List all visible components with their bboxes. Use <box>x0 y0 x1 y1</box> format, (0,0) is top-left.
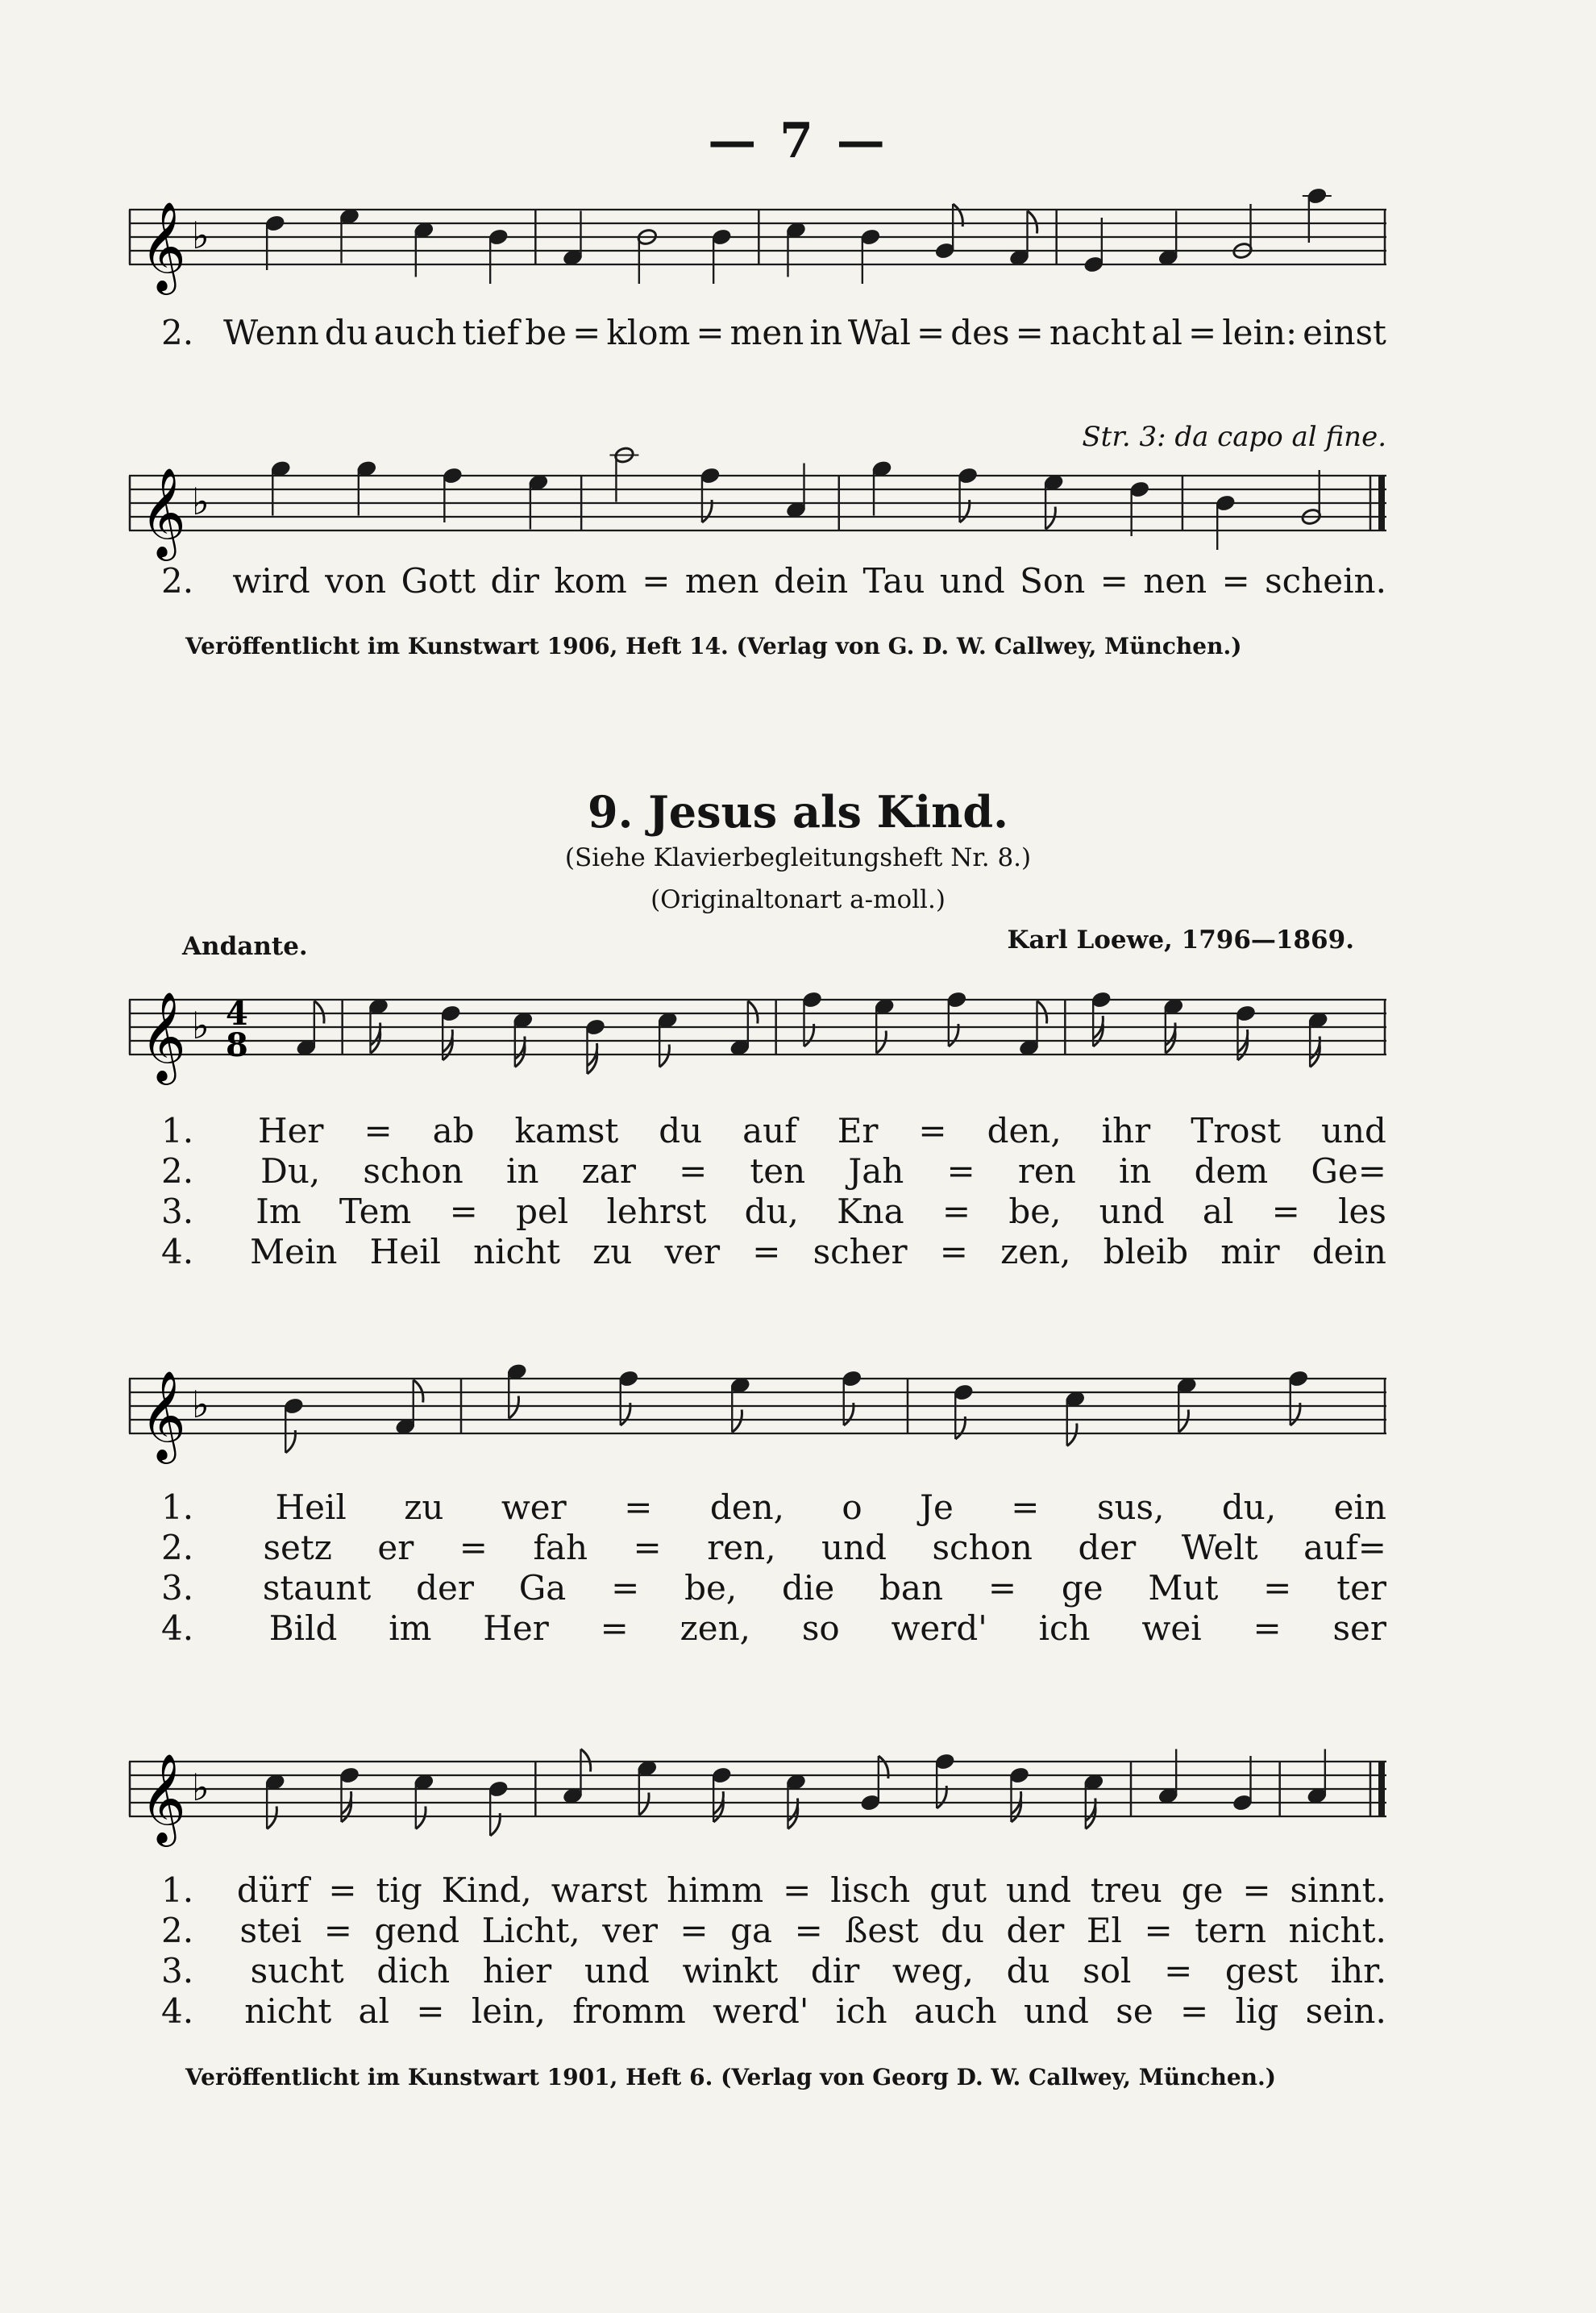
lyric-syllable: ich <box>835 1991 887 2031</box>
lyric-syllable: Im <box>256 1192 301 1231</box>
lyric-syllable: warst <box>551 1870 648 1910</box>
verse-number: 2. <box>161 561 194 601</box>
verse-number: 3. <box>161 1951 194 1991</box>
lyric-syllable: = <box>752 1232 781 1271</box>
lyric-syllable: sus, <box>1096 1487 1165 1527</box>
lyric-syllable: scher <box>813 1232 908 1271</box>
lyric-syllable: nen <box>1143 561 1207 601</box>
note-flag <box>314 1001 324 1024</box>
key-signature-flat-icon: ♭ <box>192 1766 210 1809</box>
lyric-syllable: Licht, <box>481 1911 580 1950</box>
lyric-syllable: und <box>1099 1192 1165 1231</box>
lyric-syllable: der <box>416 1568 474 1608</box>
lyric-line <box>161 1568 1386 1612</box>
lyric-syllable: kamst <box>514 1111 619 1150</box>
lyric-syllable: du <box>941 1911 985 1950</box>
lyric-line <box>161 313 1386 356</box>
lyric-syllable: = <box>1242 1870 1271 1910</box>
lyric-syllable: ter <box>1336 1568 1386 1608</box>
verse-number: 1. <box>161 1870 194 1910</box>
lyric-syllable: sinnt. <box>1290 1870 1386 1910</box>
lyric-syllable: schon <box>932 1528 1033 1567</box>
lyric-syllable: auch <box>373 313 457 352</box>
lyric-syllable: = <box>1144 1911 1173 1950</box>
lyric-syllable: = <box>572 313 601 352</box>
lyric-syllable: lig <box>1235 1991 1279 2031</box>
lyric-syllable: und <box>1320 1111 1386 1150</box>
lyric-syllable: Wenn <box>223 313 319 352</box>
verse-number: 2. <box>161 313 194 352</box>
lyric-syllable: kom <box>554 561 627 601</box>
lyric-syllable: o <box>842 1487 862 1527</box>
lyric-syllable: er <box>377 1528 414 1567</box>
lyric-syllable: Du, <box>260 1151 321 1191</box>
note-flag <box>876 1031 886 1054</box>
lyric-syllable: in <box>809 313 842 352</box>
lyric-syllable: staunt <box>262 1568 372 1608</box>
lyric-syllable: = <box>1187 313 1217 352</box>
lyric-syllable: wer <box>501 1487 567 1527</box>
verse-number: 2. <box>161 1151 194 1191</box>
lyric-syllable: = <box>916 313 946 352</box>
verse-number: 2. <box>161 1528 194 1567</box>
lyric-line <box>161 1870 1386 1914</box>
lyric-syllable: in <box>1118 1151 1152 1191</box>
lyric-syllable: Mut <box>1148 1568 1219 1608</box>
time-signature-top: 4 <box>226 995 248 1033</box>
lyric-syllable: Je <box>920 1487 954 1527</box>
verse-number: 3. <box>161 1192 194 1231</box>
verse-number: 3. <box>161 1568 194 1608</box>
verse-number: 1. <box>161 1111 194 1150</box>
lyric-syllable: fah <box>533 1528 588 1567</box>
lyric-syllable: nicht <box>244 1991 332 2031</box>
lyric-line <box>161 1192 1386 1235</box>
note-flag <box>1067 1424 1077 1446</box>
lyric-syllable: Tau <box>862 561 925 601</box>
lyric-syllable: Her <box>483 1608 549 1648</box>
lyric-line <box>161 1991 1386 2035</box>
lyric-syllable: und <box>584 1951 650 1991</box>
note-flag <box>1028 211 1037 234</box>
note-flag <box>1045 507 1055 530</box>
publication-footnote: Veröffentlicht im Kunstwart 1901, Heft 6. (Verlag von Georg D. W. Callwey, München.) <box>185 2064 1277 2090</box>
lyric-syllable: = <box>1253 1608 1282 1648</box>
lyric-syllable: du <box>659 1111 703 1150</box>
lyric-syllable: nicht <box>473 1232 561 1271</box>
treble-clef-icon: 𝄞 <box>140 1370 186 1460</box>
lyric-syllable: ser <box>1332 1608 1386 1648</box>
lyric-syllable: be <box>525 313 567 352</box>
lyric-syllable: al <box>358 1991 390 2031</box>
lyric-line <box>161 1487 1386 1531</box>
lyric-syllable: gend <box>374 1911 460 1950</box>
lyric-syllable: so <box>801 1608 840 1648</box>
lyric-syllable: = <box>794 1911 823 1950</box>
note-flag <box>1037 1001 1047 1024</box>
lyric-syllable: lein, <box>471 1991 546 2031</box>
lyric-syllable: ab <box>432 1111 475 1150</box>
lyric-syllable: ren <box>1017 1151 1076 1191</box>
lyric-syllable: himm <box>667 1870 764 1910</box>
verse-number: 1. <box>161 1487 194 1527</box>
lyric-syllable: zen, <box>1000 1232 1071 1271</box>
note-flag <box>639 1793 649 1816</box>
note-flag <box>659 1045 669 1067</box>
lyric-syllable: se <box>1116 1991 1153 2031</box>
lyric-syllable: = <box>1015 313 1044 352</box>
lyric-syllable: Gott <box>401 561 476 601</box>
lyric-line <box>161 1911 1386 1954</box>
lyric-syllable: und <box>1005 1870 1071 1910</box>
lyric-syllable: sucht <box>250 1951 344 1991</box>
lyric-syllable: winkt <box>682 1951 779 1991</box>
note-flag <box>267 1807 276 1829</box>
lyric-syllable: treu <box>1090 1870 1162 1910</box>
lyric-syllable: al <box>1202 1192 1234 1231</box>
lyric-syllable: = <box>783 1870 812 1910</box>
lyric-syllable: einst <box>1303 313 1386 352</box>
lyric-syllable: klom <box>606 313 691 352</box>
lyric-syllable: = <box>1263 1568 1292 1608</box>
lyric-syllable: = <box>1011 1487 1040 1527</box>
lyric-syllable: im <box>389 1608 432 1648</box>
lyric-syllable: al <box>1151 313 1182 352</box>
lyric-syllable: lein: <box>1222 313 1298 352</box>
lyric-syllable: ga <box>730 1911 773 1950</box>
lyric-syllable: dir <box>810 1951 860 1991</box>
lyric-syllable: den, <box>987 1111 1062 1150</box>
lyric-syllable: lisch <box>830 1870 911 1910</box>
note-flag <box>748 1001 758 1024</box>
lyric-syllable: in <box>506 1151 539 1191</box>
note-flag <box>732 1410 742 1433</box>
lyric-syllable: Heil <box>275 1487 347 1527</box>
note-flag <box>1178 1410 1188 1433</box>
note-flag <box>416 1807 426 1829</box>
lyric-syllable: = <box>611 1568 640 1608</box>
lyric-syllable: = <box>946 1151 975 1191</box>
lyric-syllable: dein <box>773 561 849 601</box>
lyric-syllable: = <box>642 561 671 601</box>
lyric-syllable: nicht. <box>1288 1911 1386 1950</box>
lyric-line <box>161 1151 1386 1195</box>
lyric-syllable: und <box>1024 1991 1089 2031</box>
lyric-syllable: = <box>918 1111 947 1150</box>
lyric-syllable: Jah <box>848 1151 904 1191</box>
lyric-syllable: = <box>459 1528 488 1567</box>
verse-number: 4. <box>161 1232 194 1271</box>
treble-clef-icon: 𝄞 <box>140 201 186 291</box>
lyric-syllable: = <box>328 1870 357 1910</box>
lyric-syllable: lehrst <box>606 1192 707 1231</box>
lyric-syllable: den, <box>709 1487 784 1527</box>
lyric-syllable: dir <box>490 561 539 601</box>
lyric-syllable: Heil <box>369 1232 441 1271</box>
lyric-syllable: tig <box>376 1870 422 1910</box>
lyric-line <box>161 1951 1386 1995</box>
key-signature-flat-icon: ♭ <box>192 214 210 257</box>
lyric-syllable: ver <box>664 1232 721 1271</box>
lyric-syllable: = <box>633 1528 662 1567</box>
lyric-line <box>161 1528 1386 1571</box>
tempo-marking: Andante. <box>182 932 308 961</box>
lyric-syllable: les <box>1338 1192 1386 1231</box>
lyric-syllable: und <box>821 1528 887 1567</box>
lyric-syllable: setz <box>263 1528 332 1567</box>
lyric-syllable: tern <box>1195 1911 1267 1950</box>
verse-number: 2. <box>161 1911 194 1950</box>
treble-clef-icon: 𝄞 <box>140 991 186 1081</box>
lyric-syllable: nacht <box>1049 313 1146 352</box>
treble-clef-icon: 𝄞 <box>140 467 186 557</box>
lyric-syllable: auch <box>914 1991 997 2031</box>
lyric-syllable: ich <box>1038 1608 1091 1648</box>
lyric-syllable: gut <box>929 1870 987 1910</box>
lyric-syllable: sol <box>1083 1951 1132 1991</box>
lyric-syllable: gest <box>1224 1951 1299 1991</box>
lyric-syllable: ßest <box>845 1911 919 1950</box>
lyric-syllable: Mein <box>250 1232 338 1271</box>
lyric-syllable: Bild <box>268 1608 338 1648</box>
lyric-syllable: mir <box>1220 1232 1280 1271</box>
key-signature-flat-icon: ♭ <box>192 1004 210 1047</box>
lyric-syllable: fromm <box>572 1991 686 2031</box>
lyric-syllable: du <box>1006 1951 1050 1991</box>
verse-number: 4. <box>161 1991 194 2031</box>
lyric-syllable: = <box>1164 1951 1193 1991</box>
lyric-line <box>161 1608 1386 1652</box>
lyric-syllable: = <box>680 1911 709 1950</box>
music-staff <box>129 1721 1386 1866</box>
lyric-syllable: schein. <box>1265 561 1386 601</box>
lyric-syllable: stei <box>239 1911 302 1950</box>
lyric-syllable: = <box>416 1991 445 2031</box>
lyric-syllable: Her <box>257 1111 324 1150</box>
lyric-syllable: = <box>449 1192 478 1231</box>
lyric-line <box>161 1111 1386 1154</box>
lyric-syllable: ge <box>1061 1568 1103 1608</box>
lyric-syllable: = <box>323 1911 352 1950</box>
repeat-annotation: Str. 3: da capo al fine. <box>1082 421 1386 453</box>
lyric-syllable: Son <box>1020 561 1086 601</box>
lyric-syllable: Trost <box>1191 1111 1281 1150</box>
lyric-syllable: werd' <box>713 1991 809 2031</box>
lyric-syllable: men <box>684 561 759 601</box>
lyric-syllable: Kind, <box>441 1870 532 1910</box>
lyric-syllable: = <box>696 313 725 352</box>
song-title: 9. Jesus als Kind. <box>588 786 1008 838</box>
subtitle-piano-reference: (Siehe Klavierbegleitungsheft Nr. 8.) <box>564 843 1032 872</box>
composer-credit: Karl Loewe, 1796—1869. <box>1007 926 1354 955</box>
lyric-syllable: pel <box>516 1192 569 1231</box>
lyric-syllable: des <box>950 313 1010 352</box>
note-flag <box>509 1396 518 1419</box>
lyric-syllable: = <box>600 1608 629 1648</box>
lyric-syllable: = <box>939 1232 968 1271</box>
lyric-syllable: = <box>1271 1192 1300 1231</box>
lyric-syllable: = <box>941 1192 971 1231</box>
lyric-syllable: = <box>1221 561 1250 601</box>
time-signature-bottom: 8 <box>226 1026 248 1064</box>
music-staff <box>129 959 1386 1104</box>
subtitle-original-key: (Originaltonart a-moll.) <box>650 885 946 914</box>
lyric-syllable: die <box>782 1568 835 1608</box>
lyric-syllable: wird <box>232 561 310 601</box>
lyric-syllable: weg, <box>892 1951 974 1991</box>
lyric-syllable: = <box>679 1151 708 1191</box>
lyric-syllable: dürf <box>236 1870 310 1910</box>
lyric-syllable: sein. <box>1305 1991 1386 2031</box>
lyric-syllable: Er <box>837 1111 879 1150</box>
lyric-syllable: tief <box>462 313 520 352</box>
page-number: — 7 — <box>708 113 888 169</box>
lyric-syllable: Ge= <box>1311 1151 1386 1191</box>
lyric-syllable: werd' <box>891 1608 987 1648</box>
lyric-syllable: ihr. <box>1330 1951 1386 1991</box>
lyric-syllable: Kna <box>837 1192 904 1231</box>
lyric-syllable: und <box>939 561 1005 601</box>
verse-number: 4. <box>161 1608 194 1648</box>
lyric-syllable: = <box>624 1487 653 1527</box>
lyric-syllable: ban <box>879 1568 944 1608</box>
lyric-syllable: = <box>987 1568 1017 1608</box>
lyric-syllable: = <box>1180 1991 1209 2031</box>
lyric-syllable: von <box>325 561 387 601</box>
lyric-syllable: der <box>1078 1528 1137 1567</box>
key-signature-flat-icon: ♭ <box>192 480 210 523</box>
lyric-syllable: zar <box>581 1151 636 1191</box>
lyric-syllable: = <box>364 1111 393 1150</box>
lyric-syllable: men <box>729 313 804 352</box>
lyric-syllable: Wal <box>847 313 911 352</box>
key-signature-flat-icon: ♭ <box>192 1383 210 1426</box>
note-flag <box>414 1380 423 1403</box>
lyric-syllable: zen, <box>680 1608 751 1648</box>
lyric-syllable: ge <box>1181 1870 1224 1910</box>
lyric-syllable: auf= <box>1303 1528 1386 1567</box>
lyric-syllable: hier <box>482 1951 552 1991</box>
lyric-syllable: Tem <box>339 1192 412 1231</box>
treble-clef-icon: 𝄞 <box>140 1753 186 1843</box>
lyric-syllable: Ga <box>518 1568 567 1608</box>
lyric-syllable: dich <box>376 1951 451 1991</box>
lyric-line <box>161 1232 1386 1275</box>
lyric-syllable: El <box>1086 1911 1122 1950</box>
lyric-syllable: du, <box>1221 1487 1277 1527</box>
lyric-syllable: zu <box>592 1232 633 1271</box>
note-flag <box>581 1749 591 1772</box>
lyric-syllable: du, <box>744 1192 799 1231</box>
lyric-syllable: Welt <box>1181 1528 1258 1567</box>
lyric-syllable: be, <box>1008 1192 1062 1231</box>
lyric-syllable: schon <box>363 1151 463 1191</box>
lyric-syllable: auf <box>742 1111 797 1150</box>
lyric-syllable: ihr <box>1101 1111 1151 1150</box>
lyric-syllable: ten <box>750 1151 806 1191</box>
lyric-syllable: du <box>324 313 368 352</box>
lyric-syllable: ver <box>602 1911 658 1950</box>
lyric-syllable: = <box>1099 561 1128 601</box>
publication-footnote: Veröffentlicht im Kunstwart 1906, Heft 14. (Verlag von G. D. W. Callwey, München.) <box>185 633 1242 659</box>
music-staff <box>129 169 1386 314</box>
lyric-syllable: be, <box>684 1568 738 1608</box>
lyric-syllable: dem <box>1194 1151 1269 1191</box>
lyric-syllable: bleib <box>1103 1232 1189 1271</box>
lyric-line <box>161 561 1386 605</box>
lyric-syllable: ren, <box>707 1528 776 1567</box>
lyric-syllable: dein <box>1311 1232 1386 1271</box>
lyric-syllable: der <box>1006 1911 1065 1950</box>
music-staff <box>129 1338 1386 1483</box>
lyric-syllable: zu <box>404 1487 444 1527</box>
music-staff <box>129 435 1386 580</box>
lyric-syllable: ein <box>1333 1487 1386 1527</box>
lyric-syllable: wei <box>1141 1608 1202 1648</box>
